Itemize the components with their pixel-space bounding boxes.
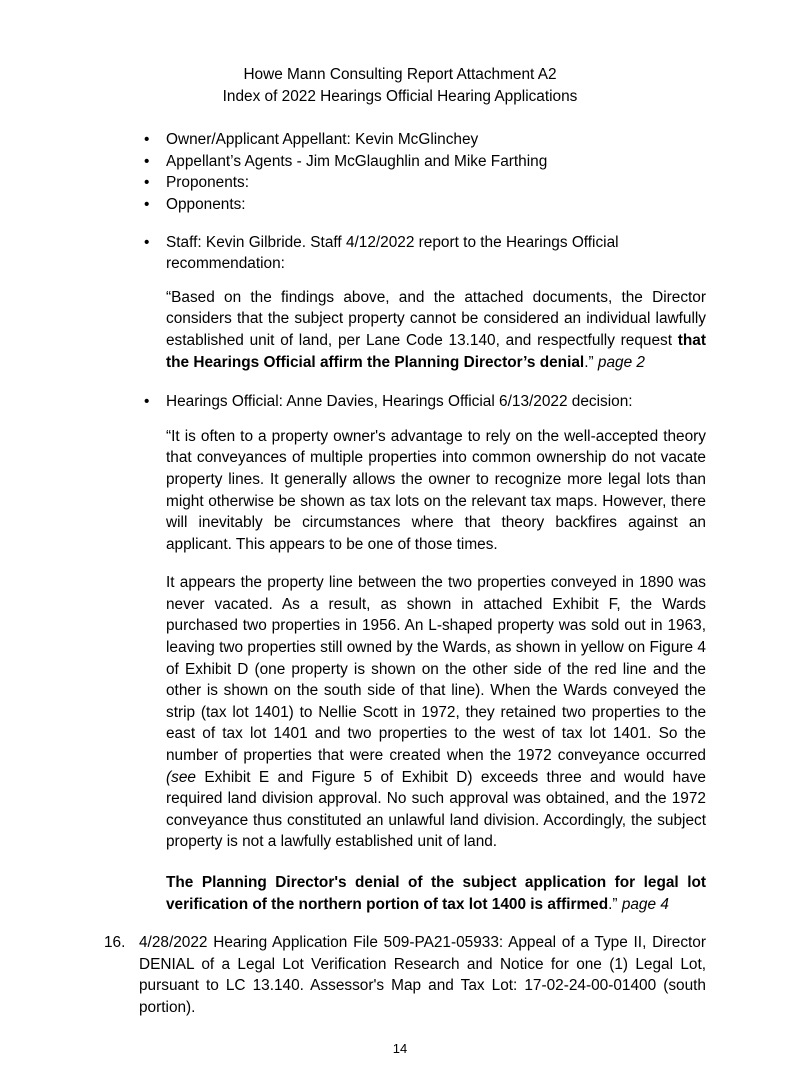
bullet-text: Opponents: xyxy=(166,195,246,213)
bullet-text: Staff: Kevin Gilbride. Staff 4/12/2022 report to the Hearings Official recommendation: xyxy=(166,233,619,273)
report-title: Howe Mann Consulting Report Attachment A2 xyxy=(243,66,557,83)
bullet-icon: • xyxy=(144,393,150,411)
conclusion-bold: The Planning Director's denial of the subject application for legal lot verification of the northern portion of tax lot 1400 is affirmed xyxy=(166,874,706,913)
report-subtitle: Index of 2022 Hearings Official Hearing Applications xyxy=(222,87,578,105)
bullet-opponents xyxy=(144,194,706,216)
bullet-icon: • xyxy=(144,174,150,192)
quote-end: .” xyxy=(584,353,598,371)
bullet-hearings-official xyxy=(144,391,706,413)
item-16 xyxy=(104,932,706,1018)
decision-conclusion xyxy=(166,872,706,915)
item-number: 16. xyxy=(104,934,126,952)
bullet-text: Appellant’s Agents - Jim McGlaughlin and Mike Farthing xyxy=(166,152,548,170)
quote-text: “Based on the findings above, and the attached documents, the Director considers that the subject property cannot be considered an individual lawfully established unit of land, per Lane Code 13.140, and respectfully request xyxy=(166,288,706,349)
see-italic: (see xyxy=(166,768,196,786)
para-text: It appears the property line between the two properties conveyed in 1890 was never vacated. As a result, as shown in attached Exhibit F, the Wards purchased two properties in 1956. An L-shaped property was sold out in 1963, leaving two properties still owned by the Wards, as shown in yellow on Figure 4 of Exhibit D (one property is shown on the other side of the red line and the other is shown on the south side of that line). When the Wards conveyed the strip (tax lot 1401) to Nellie Scott in 1972, they retained two properties to the east of tax lot 1401 and two properties to the west of tax lot 1401. So the number of properties that were created when the 1972 conveyance occurred xyxy=(166,574,706,765)
quote-bold: that the Hearings Official affirm the Planning Director’s denial xyxy=(166,331,706,371)
bullet-owner xyxy=(144,129,706,151)
bullet-staff xyxy=(144,232,706,275)
bullet-icon: • xyxy=(144,131,150,149)
para-text: Exhibit E and Figure 5 of Exhibit D) exceeds three and would have required land division approval. No such approval was obtained, and the 1972 conveyance thus constituted an unlawful land division. Accordingly, the subject property is not a lawfully established unit of land. xyxy=(166,768,706,851)
bullet-text: Owner/Applicant Appellant: Kevin McGlinchey xyxy=(166,131,479,149)
conclusion-end: .” xyxy=(608,895,622,913)
bullet-agents xyxy=(144,151,706,173)
staff-quote xyxy=(166,287,706,373)
decision-paragraph-1: “It is often to a property owner's advantage to rely on the well-accepted theory that conveyances of multiple properties into common ownership do not vacate property lines. It generally allows the owner to recognize more legal lots than might otherwise be shown as tax lots on the relevant tax maps. However, there will inevitably be circumstances where that theory backfires against an applicant. This appears to be one of those times. xyxy=(166,427,706,553)
page-number: 14 xyxy=(392,1040,408,1056)
page-reference: page 2 xyxy=(597,353,645,371)
decision-paragraph-2 xyxy=(166,572,706,853)
item-16-text: 4/28/2022 Hearing Application File 509-PA21-05933: Appeal of a Type II, Director DENIAL of a Legal Lot Verification Research and Notice for one (1) Legal Lot, pursuant to LC 13.140. Assessor's Map and Tax Lot: 17-02-24-00-01400 (south portion). xyxy=(139,934,706,1016)
bullet-text: Hearings Official: Anne Davies, Hearings Official 6/13/2022 decision: xyxy=(166,393,633,411)
bullet-icon: • xyxy=(144,152,150,170)
bullet-text: Proponents: xyxy=(166,174,249,192)
bullet-icon: • xyxy=(144,233,150,251)
page-reference: page 4 xyxy=(621,895,669,913)
bullet-icon: • xyxy=(144,195,150,213)
bullet-proponents xyxy=(144,172,706,194)
